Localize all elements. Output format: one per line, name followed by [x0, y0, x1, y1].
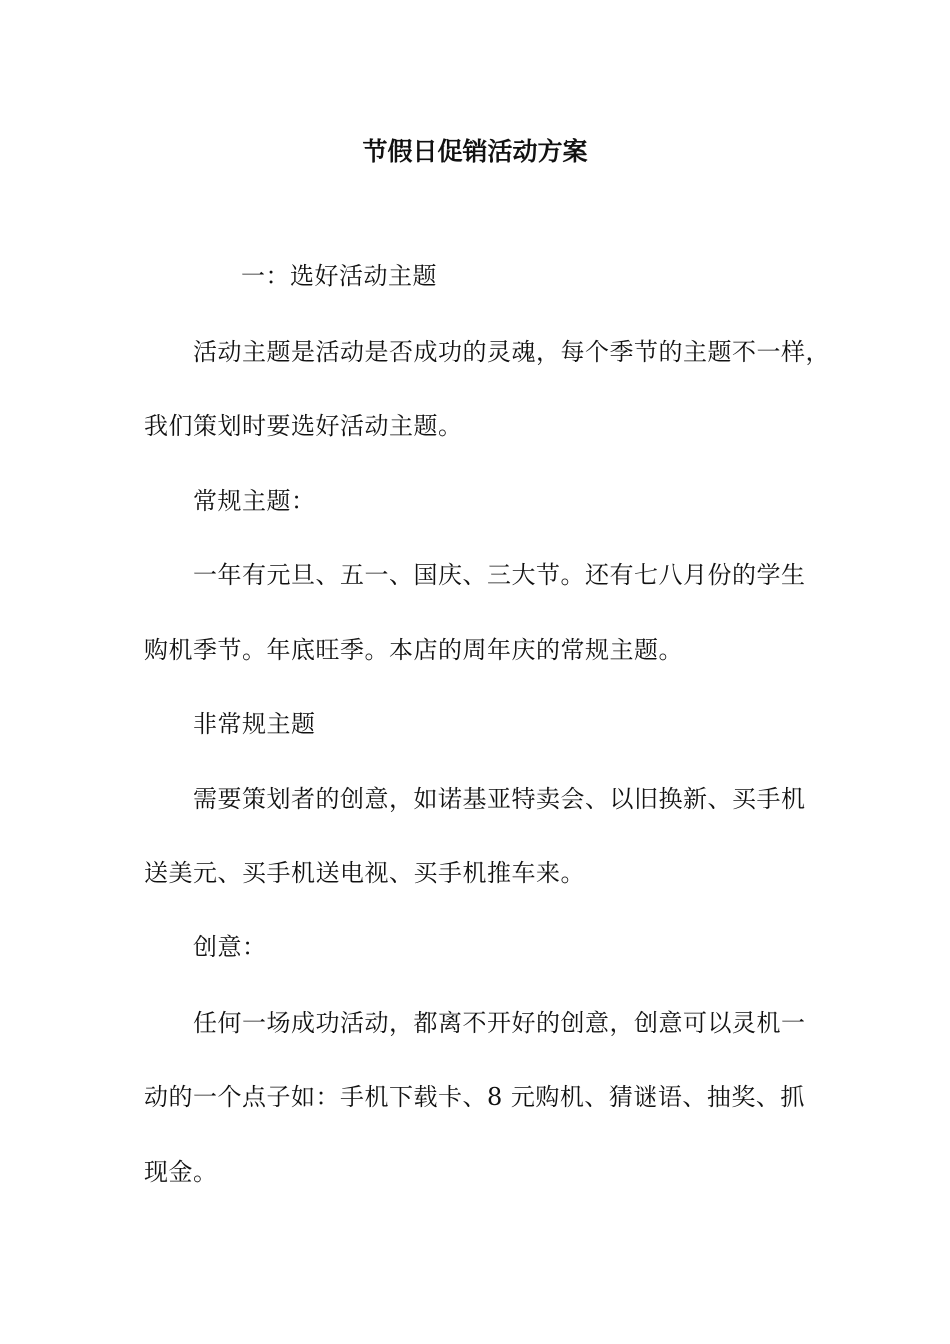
- paragraph-line: 需要策划者的创意，如诺基亚特卖会、以旧换新、买手机: [193, 785, 806, 813]
- paragraph-line: 购机季节。年底旺季。本店的周年庆的常规主题。: [144, 636, 683, 664]
- paragraph-line: 现金。: [144, 1158, 218, 1186]
- subheading-irregular-themes: 非常规主题: [193, 710, 316, 738]
- paragraph-line: 动的一个点子如：手机下载卡、8 元购机、猜谜语、抽奖、抓: [144, 1083, 805, 1111]
- paragraph-line: 送美元、买手机送电视、买手机推车来。: [144, 859, 585, 887]
- paragraph-line: 一年有元旦、五一、国庆、三大节。还有七八月份的学生: [193, 561, 806, 589]
- paragraph-line: 我们策划时要选好活动主题。: [144, 412, 463, 440]
- document-title: 节假日促销活动方案: [362, 137, 588, 166]
- paragraph-line: 任何一场成功活动，都离不开好的创意，创意可以灵机一: [193, 1009, 806, 1037]
- section-heading-1: 一：选好活动主题: [241, 262, 437, 290]
- paragraph-line: 活动主题是活动是否成功的灵魂，每个季节的主题不一样，: [193, 338, 830, 366]
- subheading-regular-themes: 常规主题：: [193, 487, 316, 515]
- subheading-creativity: 创意：: [193, 933, 267, 961]
